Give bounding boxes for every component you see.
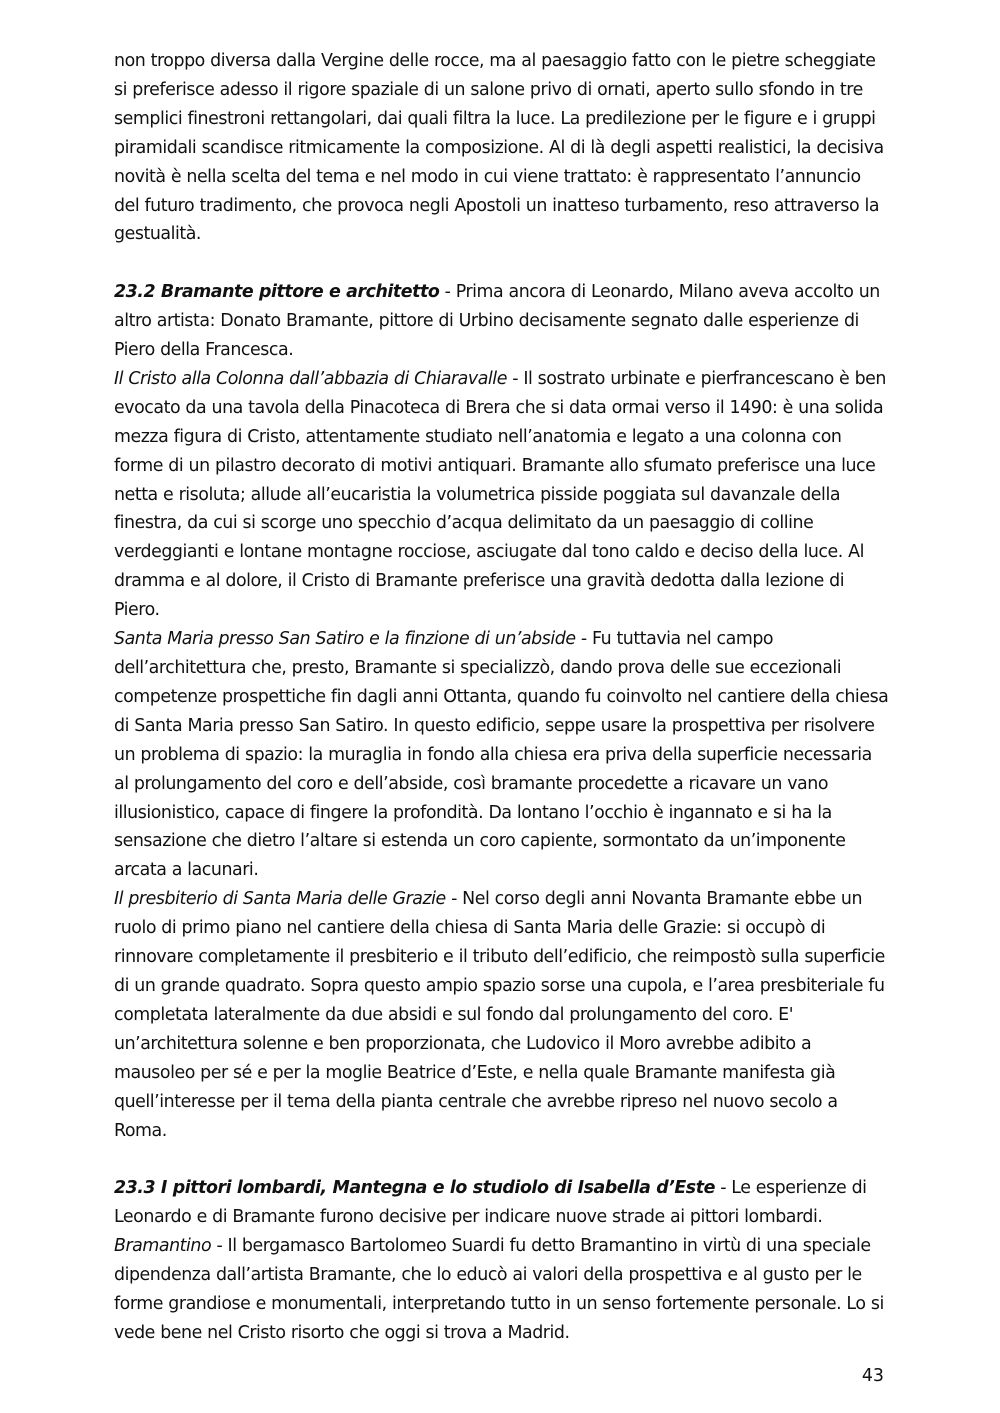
paragraph-text: - Prima ancora di Leonardo, Milano aveva accolto un altro artista: Donato Bramante, pittore di Urbino decisamente segnato dalle esperienze di Piero della Francesca.: [114, 282, 880, 361]
paragraph-gap: [114, 1145, 890, 1174]
paragraph-gap: [114, 249, 890, 278]
paragraph-presbiterio: [114, 885, 890, 1145]
subsection-title: Il Cristo alla Colonna dall’abbazia di Chiaravalle: [114, 368, 507, 389]
section-23-3: [114, 1174, 890, 1232]
subsection-title: Il presbiterio di Santa Maria delle Grazie: [114, 889, 446, 910]
subsection-title: Santa Maria presso San Satiro e la finzione di un’abside: [114, 629, 576, 650]
page-number: 43: [861, 1366, 884, 1386]
paragraph-text: non troppo diversa dalla Vergine delle rocce, ma al paesaggio fatto con le pietre scheggiate si preferisce adesso il rigore spaziale di un salone privo di ornati, aperto sullo sfondo in tre semplici finestroni rettangolari, dai quali filtra la luce. La predilezione per le figure e i gruppi piramidali scandisce ritmicamente la composizione. Al di là degli aspetti realistici, la decisiva novità è nella scelta del tema e nel modo in cui viene trattato: è rappresentato l’annuncio del futuro tradimento, che provoca negli Apostoli un inatteso turbamento, reso attraverso la gestualità.: [114, 51, 884, 245]
section-heading: 23.2 Bramante pittore e architetto: [114, 282, 440, 303]
paragraph-text: - Fu tuttavia nel campo dell’architettura che, presto, Bramante si specializzò, dando prova delle sue eccezionali competenze prospettiche fin dagli anni Ottanta, quando fu coinvolto nel cantiere della chiesa di Santa Maria presso San Satiro. In questo edificio, seppe usare la prospettiva per risolvere un problema di spazio: la muraglia in fondo alla chiesa era priva della superficie necessaria al prolungamento del coro e dell’abside, così bramante procedette a ricavare un vano illusionistico, capace di fingere la profondità. Da lontano l’occhio è ingannato e si ha la sensazione che dietro l’altare si estenda un coro capiente, sormontato da un’imponente arcata a lacunari.: [114, 629, 889, 881]
paragraph-cenacolo-continuation: [114, 47, 890, 249]
paragraph-cristo-colonna: [114, 365, 890, 625]
subsection-title: Bramantino: [114, 1236, 212, 1257]
paragraph-text: - Nel corso degli anni Novanta Bramante ebbe un ruolo di primo piano nel cantiere della chiesa di Santa Maria delle Grazie: si occupò di rinnovare completamente il presbiterio e il tributo dell’edificio, che reimpostò sulla superficie di un grande quadrato. Sopra questo ampio spazio sorse una cupola, e l’area presbiteriale fu completata lateralmente da due absidi e sul fondo dal prolungamento del coro. E' un’architettura solenne e ben proporzionata, che Ludovico il Moro avrebbe adibito a mausoleo per sé e per la moglie Beatrice d’Este, e nella quale Bramante manifesta già quell’interesse per il tema della pianta centrale che avrebbe ripreso nel nuovo secolo a Roma.: [114, 889, 885, 1141]
paragraph-bramantino: [114, 1232, 890, 1348]
paragraph-text: - Il sostrato urbinate e pierfrancescano è ben evocato da una tavola della Pinacoteca di Brera che si data ormai verso il 1490: è una solida mezza figura di Cristo, attentamente studiato nell’anatomia e legato a una colonna con forme di un pilastro decorato di motivi antiquari. Bramante allo sfumato preferisce una luce netta e risoluta; allude all’eucaristia la volumetrica pisside poggiata sul davanzale della finestra, da cui si scorge uno specchio d’acqua delimitato da un paesaggio di colline verdeggianti e lontane montagne rocciose, asciugate dal tono caldo e deciso della luce. Al dramma e al dolore, il Cristo di Bramante preferisce una gravità dedotta dalla lezione di Piero.: [114, 368, 886, 621]
paragraph-text: - Le esperienze di Leonardo e di Bramante furono decisive per indicare nuove strade ai pittori lombardi.: [114, 1178, 867, 1228]
section-heading: 23.3 I pittori lombardi, Mantegna e lo studiolo di Isabella d’Este: [114, 1178, 715, 1199]
paragraph-text: - Il bergamasco Bartolomeo Suardi fu detto Bramantino in virtù di una speciale dipendenza dall’artista Bramante, che lo educò ai valori della prospettiva e al gusto per le forme grandiose e monumentali, interpretando tutto in un senso fortemente personale. Lo si vede bene nel Cristo risorto che oggi si trova a Madrid.: [114, 1236, 884, 1343]
paragraph-san-satiro: [114, 625, 890, 885]
document-page: [114, 47, 890, 1348]
section-23-2: [114, 278, 890, 365]
